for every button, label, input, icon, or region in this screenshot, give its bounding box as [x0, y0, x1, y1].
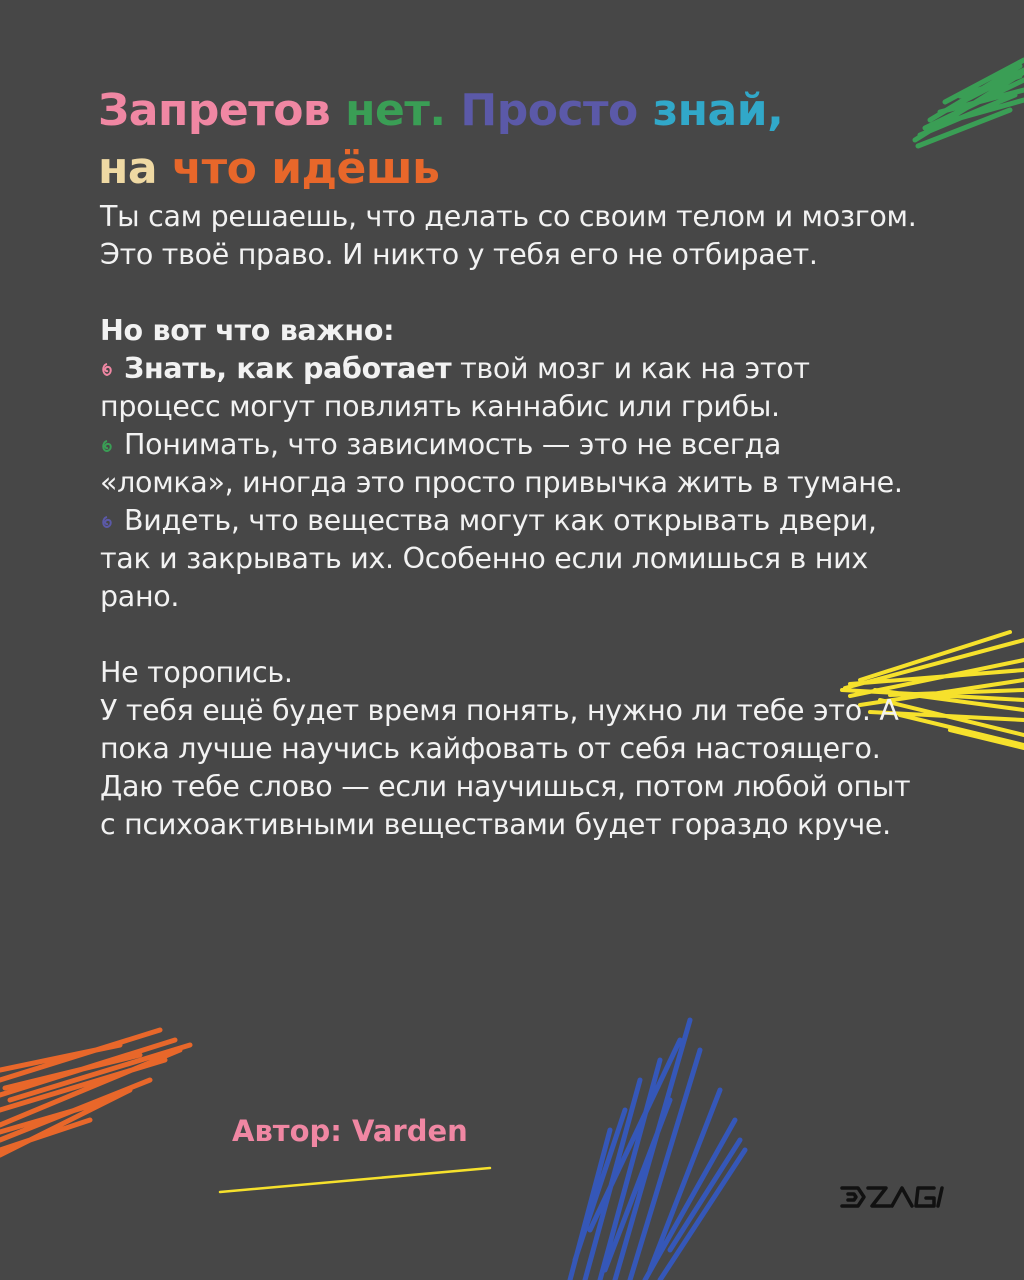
purple-scribble-bullet-icon: [100, 514, 114, 530]
intro-line: Ты сам решаешь, что делать со своим телом и мозгом.: [100, 200, 917, 233]
title-word: что: [171, 143, 257, 194]
title-word: знай,: [652, 85, 784, 136]
author-underline: [218, 1162, 494, 1196]
title-word: идёшь: [271, 143, 440, 194]
title-word: Запретов: [98, 85, 331, 136]
title-word: на: [98, 143, 158, 194]
green-scribble-bullet-icon: [100, 438, 114, 454]
page-title: [98, 82, 918, 198]
bullet-item: [100, 426, 920, 502]
intro-line: Это твоё право. И никто у тебя его не отбирает.: [100, 238, 818, 271]
dzagi-logo-icon: [838, 1180, 954, 1214]
orange-scribble-icon: [0, 1030, 190, 1155]
author-label: Автор: Varden: [232, 1114, 468, 1148]
title-word: нет.: [345, 85, 446, 136]
blue-scribble-icon: [570, 1020, 745, 1280]
closing-line: Не торопись.: [100, 656, 293, 689]
pink-scribble-bullet-icon: [100, 362, 114, 378]
closing-paragraph: У тебя ещё будет время понять, нужно ли тебе это. А пока лучше научись кайфовать от себя настоящего. Даю тебе слово — если научишься, потом любой опыт с психоактивными веществами будет гораздо круче.: [100, 694, 911, 841]
bullet-text: Видеть, что вещества могут как открывать двери, так и закрывать их. Особенно если ломишься в них рано.: [100, 504, 877, 613]
bullet-item: [100, 350, 920, 426]
main-text: [100, 198, 920, 844]
important-heading: Но вот что важно:: [100, 314, 395, 347]
title-word: Просто: [460, 85, 638, 136]
bullet-item: [100, 502, 920, 616]
bullet-text: Понимать, что зависимость — это не всегда «ломка», иногда это просто привычка жить в тумане.: [100, 428, 903, 499]
bullet-text: твой мозг и как на этот процесс могут повлиять каннабис или грибы.: [100, 352, 810, 423]
bullet-bold-text: Знать, как работает: [124, 352, 452, 385]
green-scribble-icon: [915, 60, 1024, 146]
